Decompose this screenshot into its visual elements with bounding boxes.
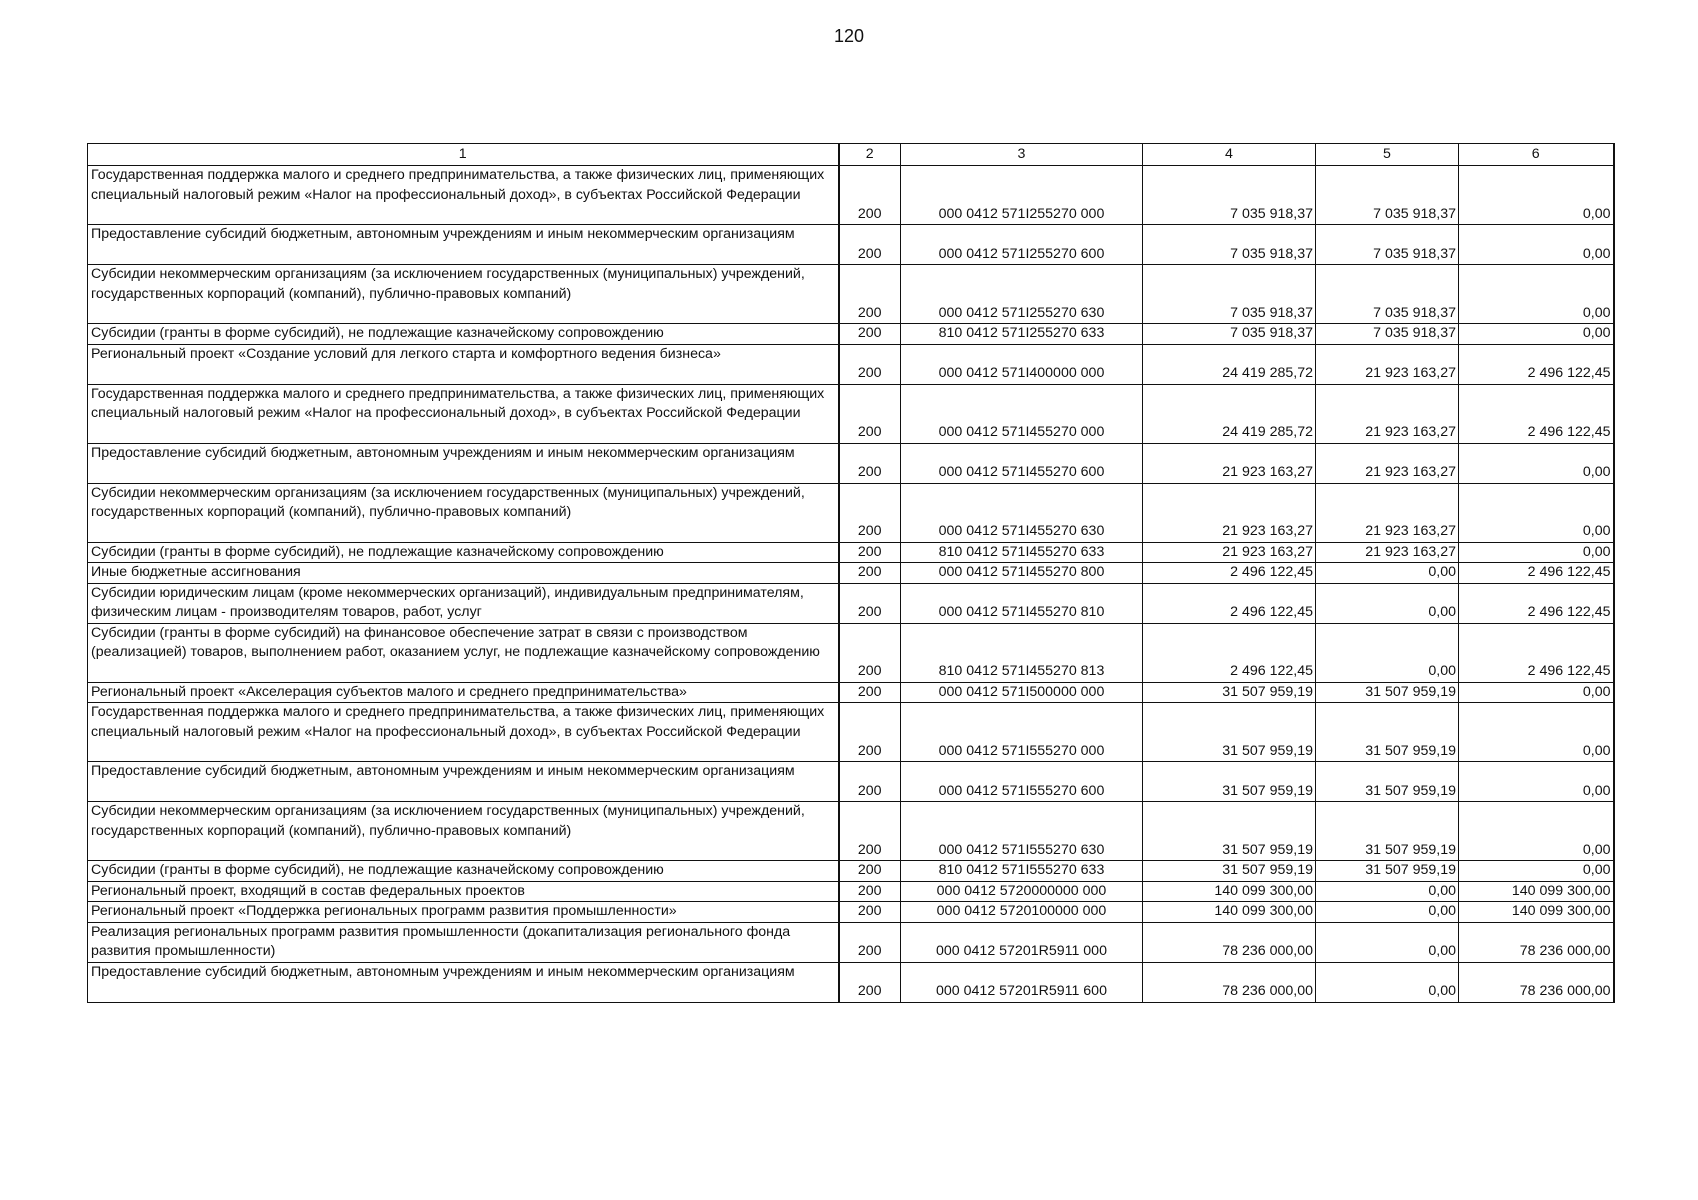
row-value-col4-cell: 7 035 918,37 bbox=[1143, 324, 1316, 345]
row-value-col6-cell: 0,00 bbox=[1459, 682, 1614, 703]
row-name-cell: Государственная поддержка малого и среднего предпринимательства, а также физических лиц, применяющих специальный налоговый режим «Налог на профессиональный доход», в субъектах Российской Федерации bbox=[88, 166, 839, 225]
table-row bbox=[88, 443, 1614, 483]
row-code-cell: 000 0412 571I400000 000 bbox=[901, 344, 1143, 384]
row-value-col4-cell: 7 035 918,37 bbox=[1143, 265, 1316, 324]
row-value-col5-cell: 31 507 959,19 bbox=[1316, 703, 1459, 762]
row-value-col4-cell: 78 236 000,00 bbox=[1143, 962, 1316, 1002]
budget-table-container bbox=[87, 143, 1613, 1003]
row-code-cell: 000 0412 571I455270 000 bbox=[901, 384, 1143, 443]
row-kvr-cell: 200 bbox=[839, 542, 901, 563]
row-value-col4-cell: 140 099 300,00 bbox=[1143, 881, 1316, 902]
table-row bbox=[88, 542, 1614, 563]
header-col-2: 2 bbox=[839, 144, 901, 166]
table-row bbox=[88, 861, 1614, 882]
row-value-col6-cell: 0,00 bbox=[1459, 861, 1614, 882]
row-value-col6-cell: 0,00 bbox=[1459, 483, 1614, 542]
row-kvr-cell: 200 bbox=[839, 861, 901, 882]
row-value-col5-cell: 7 035 918,37 bbox=[1316, 324, 1459, 345]
header-col-1: 1 bbox=[88, 144, 839, 166]
table-row bbox=[88, 324, 1614, 345]
row-value-col6-cell: 140 099 300,00 bbox=[1459, 881, 1614, 902]
row-code-cell: 000 0412 571I455270 800 bbox=[901, 563, 1143, 584]
row-value-col5-cell: 0,00 bbox=[1316, 623, 1459, 682]
row-value-col6-cell: 0,00 bbox=[1459, 542, 1614, 563]
row-name-cell: Предоставление субсидий бюджетным, автономным учреждениям и иным некоммерческим организациям bbox=[88, 443, 839, 483]
row-code-cell: 000 0412 57201R5911 000 bbox=[901, 922, 1143, 962]
row-value-col5-cell: 21 923 163,27 bbox=[1316, 542, 1459, 563]
row-kvr-cell: 200 bbox=[839, 623, 901, 682]
page-number: 120 bbox=[833, 26, 865, 46]
row-value-col5-cell: 0,00 bbox=[1316, 962, 1459, 1002]
row-name-cell: Предоставление субсидий бюджетным, автономным учреждениям и иным некоммерческим организациям bbox=[88, 762, 839, 802]
row-code-cell: 000 0412 57201R5911 600 bbox=[901, 962, 1143, 1002]
row-value-col4-cell: 31 507 959,19 bbox=[1143, 762, 1316, 802]
row-value-col5-cell: 31 507 959,19 bbox=[1316, 682, 1459, 703]
row-name-cell: Предоставление субсидий бюджетным, автономным учреждениям и иным некоммерческим организациям bbox=[88, 225, 839, 265]
row-name-cell: Реализация региональных программ развития промышленности (докапитализация регионального фонда развития промышленности) bbox=[88, 922, 839, 962]
header-col-3: 3 bbox=[901, 144, 1143, 166]
budget-table bbox=[87, 143, 1615, 1003]
row-value-col5-cell: 7 035 918,37 bbox=[1316, 225, 1459, 265]
row-code-cell: 000 0412 571I255270 000 bbox=[901, 166, 1143, 225]
row-kvr-cell: 200 bbox=[839, 225, 901, 265]
row-value-col4-cell: 31 507 959,19 bbox=[1143, 682, 1316, 703]
header-col-4: 4 bbox=[1143, 144, 1316, 166]
row-code-cell: 000 0412 571I455270 600 bbox=[901, 443, 1143, 483]
row-value-col5-cell: 7 035 918,37 bbox=[1316, 265, 1459, 324]
row-kvr-cell: 200 bbox=[839, 563, 901, 584]
table-row bbox=[88, 623, 1614, 682]
row-kvr-cell: 200 bbox=[839, 166, 901, 225]
row-kvr-cell: 200 bbox=[839, 483, 901, 542]
row-value-col4-cell: 24 419 285,72 bbox=[1143, 344, 1316, 384]
row-name-cell: Региональный проект «Акселерация субъектов малого и среднего предпринимательства» bbox=[88, 682, 839, 703]
row-value-col5-cell: 0,00 bbox=[1316, 902, 1459, 923]
row-kvr-cell: 200 bbox=[839, 881, 901, 902]
table-row bbox=[88, 344, 1614, 384]
row-code-cell: 000 0412 571I500000 000 bbox=[901, 682, 1143, 703]
row-kvr-cell: 200 bbox=[839, 324, 901, 345]
row-name-cell: Субсидии (гранты в форме субсидий), не подлежащие казначейскому сопровождению bbox=[88, 542, 839, 563]
row-value-col6-cell: 0,00 bbox=[1459, 703, 1614, 762]
row-code-cell: 000 0412 571I255270 600 bbox=[901, 225, 1143, 265]
row-value-col4-cell: 78 236 000,00 bbox=[1143, 922, 1316, 962]
row-kvr-cell: 200 bbox=[839, 802, 901, 861]
table-row bbox=[88, 265, 1614, 324]
table-row bbox=[88, 225, 1614, 265]
row-value-col5-cell: 0,00 bbox=[1316, 881, 1459, 902]
row-value-col4-cell: 31 507 959,19 bbox=[1143, 703, 1316, 762]
row-value-col6-cell: 0,00 bbox=[1459, 324, 1614, 345]
row-value-col5-cell: 21 923 163,27 bbox=[1316, 443, 1459, 483]
row-code-cell: 000 0412 5720000000 000 bbox=[901, 881, 1143, 902]
header-col-5: 5 bbox=[1316, 144, 1459, 166]
row-name-cell: Субсидии некоммерческим организациям (за исключением государственных (муниципальных) учреждений, государственных корпораций (компаний), публично-правовых компаний) bbox=[88, 265, 839, 324]
row-value-col4-cell: 2 496 122,45 bbox=[1143, 563, 1316, 584]
table-row bbox=[88, 583, 1614, 623]
row-value-col5-cell: 31 507 959,19 bbox=[1316, 762, 1459, 802]
row-kvr-cell: 200 bbox=[839, 922, 901, 962]
row-name-cell: Субсидии юридическим лицам (кроме некоммерческих организаций), индивидуальным предпринимателям, физическим лицам - производителям товаров, работ, услуг bbox=[88, 583, 839, 623]
row-value-col6-cell: 0,00 bbox=[1459, 802, 1614, 861]
row-value-col5-cell: 0,00 bbox=[1316, 583, 1459, 623]
row-name-cell: Региональный проект «Поддержка региональных программ развития промышленности» bbox=[88, 902, 839, 923]
row-value-col4-cell: 21 923 163,27 bbox=[1143, 542, 1316, 563]
row-value-col6-cell: 0,00 bbox=[1459, 225, 1614, 265]
row-code-cell: 000 0412 571I455270 630 bbox=[901, 483, 1143, 542]
table-row bbox=[88, 563, 1614, 584]
row-kvr-cell: 200 bbox=[839, 703, 901, 762]
row-kvr-cell: 200 bbox=[839, 344, 901, 384]
row-value-col5-cell: 21 923 163,27 bbox=[1316, 344, 1459, 384]
row-kvr-cell: 200 bbox=[839, 962, 901, 1002]
row-code-cell: 000 0412 5720100000 000 bbox=[901, 902, 1143, 923]
header-row bbox=[88, 144, 1614, 166]
row-value-col5-cell: 31 507 959,19 bbox=[1316, 861, 1459, 882]
row-code-cell: 810 0412 571I555270 633 bbox=[901, 861, 1143, 882]
row-kvr-cell: 200 bbox=[839, 265, 901, 324]
table-row bbox=[88, 384, 1614, 443]
table-row bbox=[88, 682, 1614, 703]
row-code-cell: 810 0412 571I455270 633 bbox=[901, 542, 1143, 563]
row-value-col5-cell: 21 923 163,27 bbox=[1316, 483, 1459, 542]
table-row bbox=[88, 902, 1614, 923]
row-code-cell: 000 0412 571I555270 000 bbox=[901, 703, 1143, 762]
row-name-cell: Субсидии (гранты в форме субсидий), не подлежащие казначейскому сопровождению bbox=[88, 861, 839, 882]
row-value-col4-cell: 31 507 959,19 bbox=[1143, 802, 1316, 861]
table-row bbox=[88, 166, 1614, 225]
row-value-col4-cell: 140 099 300,00 bbox=[1143, 902, 1316, 923]
row-name-cell: Предоставление субсидий бюджетным, автономным учреждениям и иным некоммерческим организациям bbox=[88, 962, 839, 1002]
row-name-cell: Субсидии (гранты в форме субсидий), не подлежащие казначейскому сопровождению bbox=[88, 324, 839, 345]
row-value-col4-cell: 31 507 959,19 bbox=[1143, 861, 1316, 882]
row-value-col4-cell: 7 035 918,37 bbox=[1143, 166, 1316, 225]
row-value-col5-cell: 7 035 918,37 bbox=[1316, 166, 1459, 225]
row-value-col6-cell: 2 496 122,45 bbox=[1459, 623, 1614, 682]
table-row bbox=[88, 802, 1614, 861]
row-value-col6-cell: 2 496 122,45 bbox=[1459, 583, 1614, 623]
table-row bbox=[88, 922, 1614, 962]
row-value-col6-cell: 78 236 000,00 bbox=[1459, 962, 1614, 1002]
row-value-col5-cell: 0,00 bbox=[1316, 922, 1459, 962]
row-name-cell: Субсидии некоммерческим организациям (за исключением государственных (муниципальных) учреждений, государственных корпораций (компаний), публично-правовых компаний) bbox=[88, 802, 839, 861]
row-code-cell: 000 0412 571I255270 630 bbox=[901, 265, 1143, 324]
row-value-col4-cell: 2 496 122,45 bbox=[1143, 583, 1316, 623]
row-value-col6-cell: 78 236 000,00 bbox=[1459, 922, 1614, 962]
row-value-col6-cell: 2 496 122,45 bbox=[1459, 344, 1614, 384]
row-name-cell: Субсидии (гранты в форме субсидий) на финансовое обеспечение затрат в связи с производством (реализацией) товаров, выполнением работ, оказанием услуг, не подлежащие казначейскому сопровождению bbox=[88, 623, 839, 682]
row-value-col6-cell: 0,00 bbox=[1459, 265, 1614, 324]
row-value-col4-cell: 7 035 918,37 bbox=[1143, 225, 1316, 265]
row-kvr-cell: 200 bbox=[839, 762, 901, 802]
row-kvr-cell: 200 bbox=[839, 902, 901, 923]
header-col-6: 6 bbox=[1459, 144, 1614, 166]
row-value-col6-cell: 2 496 122,45 bbox=[1459, 563, 1614, 584]
row-value-col6-cell: 2 496 122,45 bbox=[1459, 384, 1614, 443]
table-row bbox=[88, 762, 1614, 802]
table-header bbox=[88, 144, 1614, 166]
table-row bbox=[88, 703, 1614, 762]
row-code-cell: 000 0412 571I555270 600 bbox=[901, 762, 1143, 802]
row-name-cell: Региональный проект «Создание условий для легкого старта и комфортного ведения бизнеса» bbox=[88, 344, 839, 384]
row-value-col6-cell: 140 099 300,00 bbox=[1459, 902, 1614, 923]
row-value-col4-cell: 21 923 163,27 bbox=[1143, 483, 1316, 542]
row-value-col5-cell: 21 923 163,27 bbox=[1316, 384, 1459, 443]
row-value-col4-cell: 24 419 285,72 bbox=[1143, 384, 1316, 443]
table-body bbox=[88, 166, 1614, 1003]
table-row bbox=[88, 483, 1614, 542]
row-code-cell: 810 0412 571I455270 813 bbox=[901, 623, 1143, 682]
row-code-cell: 810 0412 571I255270 633 bbox=[901, 324, 1143, 345]
row-kvr-cell: 200 bbox=[839, 583, 901, 623]
row-value-col5-cell: 0,00 bbox=[1316, 563, 1459, 584]
row-value-col5-cell: 31 507 959,19 bbox=[1316, 802, 1459, 861]
row-name-cell: Государственная поддержка малого и среднего предпринимательства, а также физических лиц, применяющих специальный налоговый режим «Налог на профессиональный доход», в субъектах Российской Федерации bbox=[88, 703, 839, 762]
row-kvr-cell: 200 bbox=[839, 384, 901, 443]
row-name-cell: Иные бюджетные ассигнования bbox=[88, 563, 839, 584]
row-name-cell: Субсидии некоммерческим организациям (за исключением государственных (муниципальных) учреждений, государственных корпораций (компаний), публично-правовых компаний) bbox=[88, 483, 839, 542]
row-value-col4-cell: 2 496 122,45 bbox=[1143, 623, 1316, 682]
table-row bbox=[88, 881, 1614, 902]
row-name-cell: Региональный проект, входящий в состав федеральных проектов bbox=[88, 881, 839, 902]
row-code-cell: 000 0412 571I555270 630 bbox=[901, 802, 1143, 861]
row-name-cell: Государственная поддержка малого и среднего предпринимательства, а также физических лиц, применяющих специальный налоговый режим «Налог на профессиональный доход», в субъектах Российской Федерации bbox=[88, 384, 839, 443]
row-value-col6-cell: 0,00 bbox=[1459, 166, 1614, 225]
row-value-col6-cell: 0,00 bbox=[1459, 762, 1614, 802]
row-code-cell: 000 0412 571I455270 810 bbox=[901, 583, 1143, 623]
row-value-col4-cell: 21 923 163,27 bbox=[1143, 443, 1316, 483]
table-row bbox=[88, 962, 1614, 1002]
row-kvr-cell: 200 bbox=[839, 443, 901, 483]
row-kvr-cell: 200 bbox=[839, 682, 901, 703]
row-value-col6-cell: 0,00 bbox=[1459, 443, 1614, 483]
